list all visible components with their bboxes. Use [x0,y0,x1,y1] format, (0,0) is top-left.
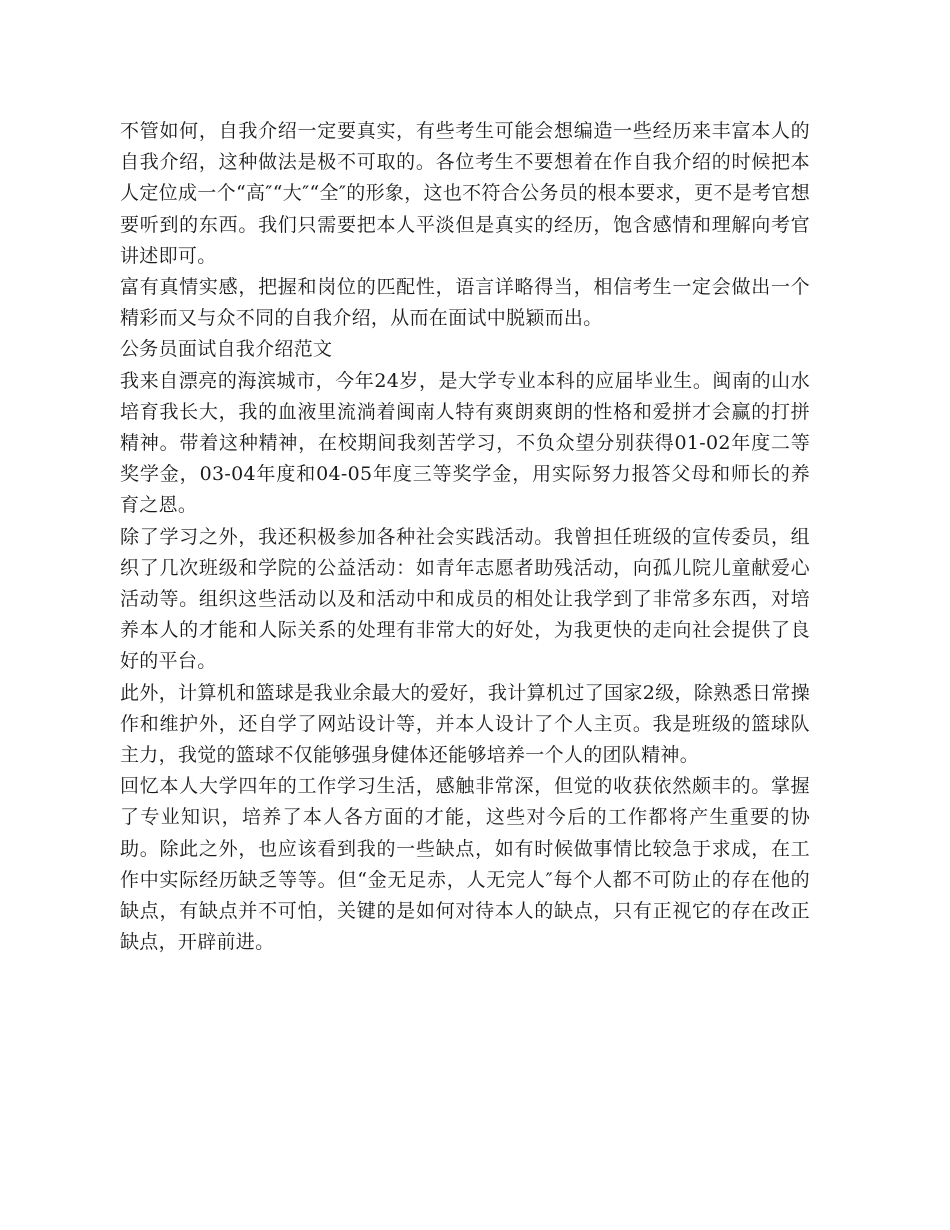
paragraph-activities: 除了学习之外，我还积极参加各种社会实践活动。我曾担任班级的宣传委员，组织了几次班级和学院的公益活动：如青年志愿者助残活动，向孤儿院儿童献爱心活动等。组织这些活动以及和活动中和成员的相处让我学到了非常多东西，对培养本人的才能和人际关系的处理有非常大的好处，为我更快的走向社会提供了良好的平台。 [120,525,810,673]
paragraph-summary: 富有真情实感，把握和岗位的匹配性，语言详略得当，相信考生一定会做出一个精彩而又与众不同的自我介绍，从而在面试中脱颖而出。 [120,276,810,330]
paragraph-authenticity: 不管如何，自我介绍一定要真实，有些考生可能会想编造一些经历来丰富本人的自我介绍，这种做法是极不可取的。各位考生不要想着在作自我介绍的时候把本人定位成一个“高″“大″“全″的形象，这也不符合公务员的根本要求，更不是考官想要听到的东西。我们只需要把本人平淡但是真实的经历，饱含感情和理解向考官讲述即可。 [120,120,810,267]
document-body [120,116,810,958]
section-heading-sample: 公务员面试自我介绍范文 [120,338,333,361]
paragraph-reflection: 回忆本人大学四年的工作学习生活，感触非常深，但觉的收获依然颇丰的。掌握了专业知识，培养了本人各方面的才能，这些对今后的工作都将产生重要的协助。除此之外，也应该看到我的一些缺点，如有时候做事情比较急于求成，在工作中实际经历缺乏等等。但“金无足赤，人无完人″每个人都不可防止的存在他的缺点，有缺点并不可怕，关键的是如何对待本人的缺点，只有正视它的存在改正缺点，开辟前进。 [120,775,810,954]
paragraph-background: 我来自漂亮的海滨城市，今年24岁，是大学专业本科的应届毕业生。闽南的山水培育我长大，我的血液里流淌着闽南人特有爽朗爽朗的性格和爱拼才会赢的打拼精神。带着这种精神，在校期间我刻苦学习，不负众望分别获得01-02年度二等奖学金，03-04年度和04-05年度三等奖学金，用实际努力报答父母和师长的养育之恩。 [120,369,810,517]
paragraph-hobbies: 此外，计算机和篮球是我业余最大的爱好，我计算机过了国家2级，除熟悉日常操作和维护外，还自学了网站设计等，并本人设计了个人主页。我是班级的篮球队主力，我觉的篮球不仅能够强身健体还能够培养一个人的团队精神。 [120,681,810,767]
